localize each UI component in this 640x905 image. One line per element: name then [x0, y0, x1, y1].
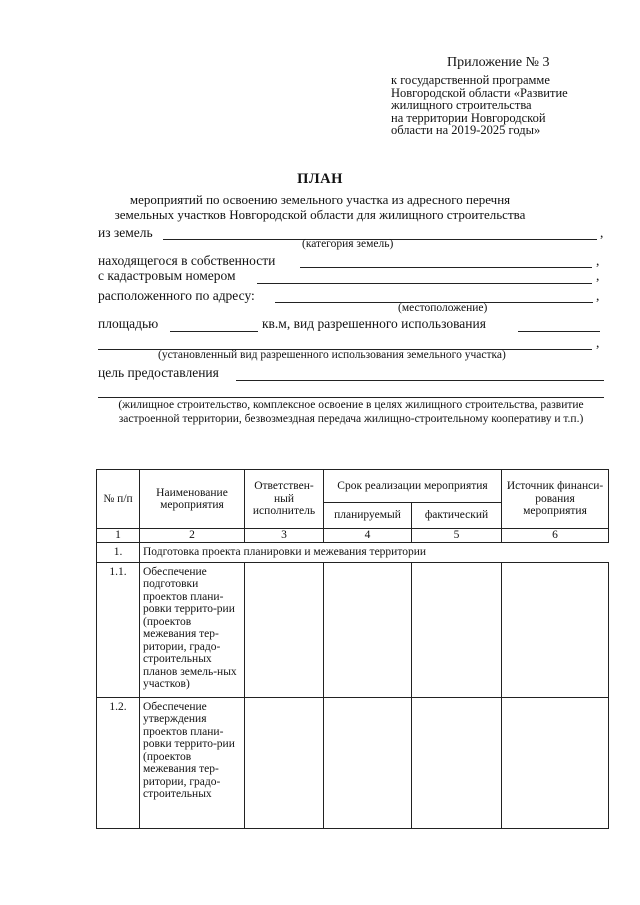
comma: ,	[596, 268, 600, 283]
col-number: 3	[245, 529, 324, 543]
col-number: 5	[412, 529, 502, 543]
header-source: Источник финанси-рования мероприятия	[502, 470, 609, 529]
cadastral-label: с кадастровым номером	[98, 268, 236, 283]
col-number: 1	[97, 529, 140, 543]
appendix-title: Приложение № 3	[447, 55, 550, 70]
section-num: 1.	[97, 542, 140, 562]
row-description: Обеспечение утверждения проектов плани-ровки террито-рии (проектов межевания тер-ритории, градо-строительных	[140, 697, 245, 828]
comma: ,	[600, 225, 604, 240]
table-row	[97, 562, 609, 697]
header-actual: фактический	[412, 503, 502, 529]
land-from-label: из земель	[98, 225, 153, 240]
location-hint: (местоположение)	[398, 302, 488, 314]
permitted-use-hint: (установленный вид разрешенного использования земельного участка)	[158, 349, 506, 361]
row-cell-planned[interactable]	[324, 697, 412, 828]
col-number: 6	[502, 529, 609, 543]
appendix-text: к государственной программе Новгородской области «Развитие жилищного строительства на территории Новгородской области на 2019-2025 годы»	[391, 73, 568, 137]
row-cell-responsible[interactable]	[245, 697, 324, 828]
owned-by-label: находящегося в собственности	[98, 253, 276, 268]
area-label: площадью	[98, 316, 159, 331]
comma: ,	[596, 288, 600, 303]
cadastral-number-field[interactable]	[257, 283, 592, 284]
row-cell-source[interactable]	[502, 562, 609, 697]
col-number: 2	[140, 529, 245, 543]
row-cell-actual[interactable]	[412, 697, 502, 828]
land-category-hint: (категория земель)	[302, 238, 394, 250]
header-period: Срок реализации мероприятия	[324, 470, 502, 503]
plan-subtitle-line2: земельных участков Новгородской области для жилищного строительства	[114, 207, 526, 222]
purpose-field[interactable]	[236, 380, 604, 381]
purpose-label: цель предоставления	[98, 365, 219, 380]
row-cell-planned[interactable]	[324, 562, 412, 697]
purpose-hint: (жилищное строительство, комплексное освоение в целях жилищного строительства, развитие застроенной территории, безвозмездная передача жилищно-строительному кооперативу и т.п.)	[118, 399, 584, 425]
row-cell-source[interactable]	[502, 697, 609, 828]
header-responsible: Ответствен-ный исполнитель	[245, 470, 324, 529]
plan-table	[96, 469, 609, 829]
permitted-use-field[interactable]	[518, 331, 600, 332]
comma: ,	[596, 253, 600, 268]
row-num: 1.2.	[97, 697, 140, 828]
ownership-field[interactable]	[300, 267, 592, 268]
header-planned: планируемый	[324, 503, 412, 529]
area-unit-label: кв.м, вид разрешенного использования	[262, 316, 486, 331]
area-field[interactable]	[170, 331, 258, 332]
table-row	[97, 697, 609, 828]
plan-title: ПЛАН	[297, 171, 343, 187]
section-row	[97, 542, 609, 562]
address-label: расположенного по адресу:	[98, 288, 255, 303]
row-cell-actual[interactable]	[412, 562, 502, 697]
row-description: Обеспечение подготовки проектов плани-ровки террито-рии (проектов межевания тер-ритории, градо-строительных планов земель-ных участков)	[140, 562, 245, 697]
row-cell-responsible[interactable]	[245, 562, 324, 697]
col-number: 4	[324, 529, 412, 543]
row-num: 1.1.	[97, 562, 140, 697]
header-name: Наименование мероприятия	[140, 470, 245, 529]
plan-subtitle-line1: мероприятий по освоению земельного участка из адресного перечня	[129, 192, 511, 207]
header-num: № п/п	[97, 470, 140, 529]
section-title: Подготовка проекта планировки и межевания территории	[140, 542, 609, 562]
comma: ,	[596, 335, 600, 350]
